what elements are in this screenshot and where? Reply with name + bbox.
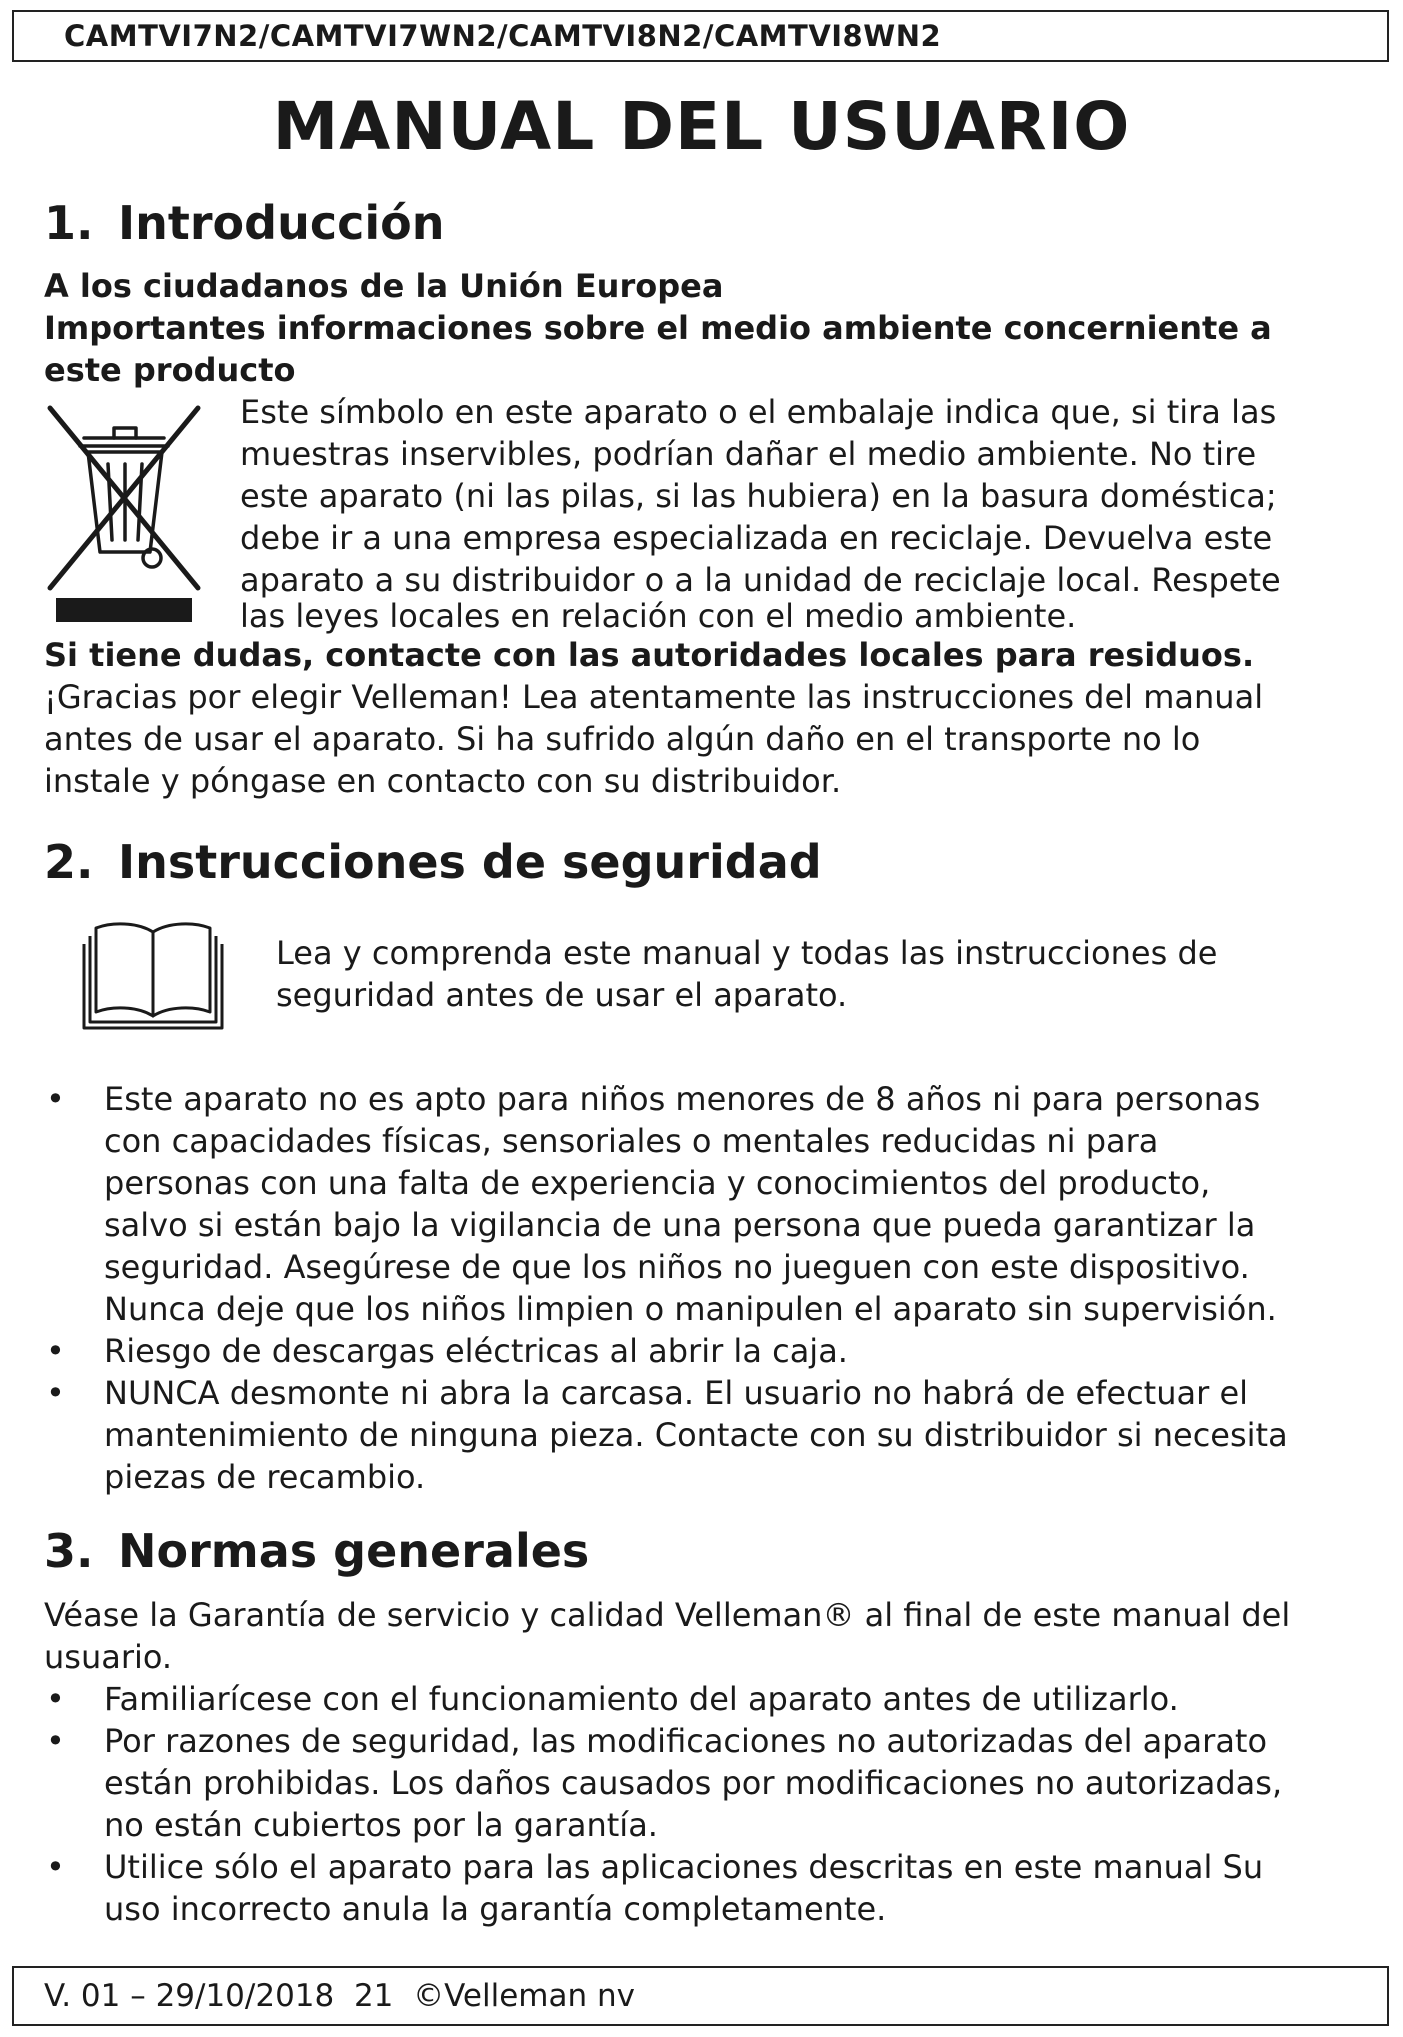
list-item	[44, 1330, 1288, 1372]
bullet-icon: •	[46, 1722, 65, 1760]
text-line: este aparato (ni las pilas, si las hubiera) en la basura doméstica;	[240, 477, 1277, 515]
text-line: salvo si están bajo la vigilancia de una persona que pueda garantizar la	[104, 1206, 1256, 1244]
list-item	[44, 1720, 1282, 1846]
section-number: 3.	[44, 1524, 94, 1578]
text-line: aparato a su distribuidor o a la unidad de reciclaje local. Respete	[240, 561, 1281, 599]
section-title: Introducción	[118, 196, 445, 250]
text-line: muestras inservibles, podrían dañar el medio ambiente. No tire	[240, 435, 1257, 473]
section-heading-seguridad	[44, 835, 822, 889]
text-line: NUNCA desmonte ni abra la carcasa. El usuario no habrá de efectuar el	[104, 1374, 1249, 1412]
text-line: debe ir a una empresa especializada en reciclaje. Devuelva este	[240, 519, 1273, 557]
text-line: Nunca deje que los niños limpien o manipulen el aparato sin supervisión.	[104, 1290, 1277, 1328]
section-heading-normas	[44, 1524, 589, 1578]
thanks-paragraph	[44, 676, 1263, 802]
read-manual-book-icon	[82, 918, 224, 1030]
text-line: están prohibidas. Los daños causados por modificaciones no autorizadas,	[104, 1764, 1283, 1802]
list-item	[44, 1678, 1282, 1720]
text-line: seguridad antes de usar el aparato.	[276, 976, 848, 1014]
text-line: personas con una falta de experiencia y conocimientos del producto,	[104, 1164, 1211, 1202]
general-bullet-list	[44, 1678, 1282, 1930]
document-title: MANUAL DEL USUARIO	[272, 88, 1131, 165]
read-manual-text	[276, 932, 1217, 1016]
weee-disposal-text	[240, 391, 1281, 637]
text-line: con capacidades físicas, sensoriales o mentales reducidas ni para	[104, 1122, 1159, 1160]
bullet-icon: •	[46, 1680, 65, 1718]
text-line: Véase la Garantía de servicio y calidad Velleman® al final de este manual del	[44, 1596, 1291, 1634]
section-number: 1.	[44, 196, 94, 250]
text-line: A los ciudadanos de la Unión Europea	[44, 267, 724, 305]
text-line: Este aparato no es apto para niños menores de 8 años ni para personas	[104, 1080, 1261, 1118]
model-header	[12, 10, 1389, 62]
text-line: las leyes locales en relación con el medio ambiente.	[240, 597, 1077, 635]
text-line: mantenimiento de ninguna pieza. Contacte con su distribuidor si necesita	[104, 1416, 1288, 1454]
text-line: no están cubiertos por la garantía.	[104, 1806, 658, 1844]
section-number: 2.	[44, 835, 94, 889]
text-line: ¡Gracias por elegir Velleman! Lea atentamente las instrucciones del manual	[44, 678, 1264, 716]
list-item	[44, 1372, 1288, 1498]
section-heading-introduccion	[44, 196, 444, 250]
text-line: Este símbolo en este aparato o el embalaje indica que, si tira las	[240, 393, 1277, 431]
text-line: Utilice sólo el aparato para las aplicaciones descritas en este manual Su	[104, 1848, 1264, 1886]
model-numbers: CAMTVI7N2/CAMTVI7WN2/CAMTVI8N2/CAMTVI8WN2	[64, 19, 942, 53]
bullet-icon: •	[46, 1848, 65, 1886]
text-line: instale y póngase en contacto con su distribuidor.	[44, 762, 842, 800]
text-line: antes de usar el aparato. Si ha sufrido algún daño en el transporte no lo	[44, 720, 1201, 758]
page-footer	[12, 1966, 1389, 2026]
eu-subheading	[44, 265, 1272, 391]
list-item	[44, 1846, 1282, 1930]
bullet-icon: •	[46, 1374, 65, 1412]
text-line: usuario.	[44, 1638, 173, 1676]
safety-bullet-list	[44, 1078, 1288, 1498]
text-line: piezas de recambio.	[104, 1458, 426, 1496]
text-line: Lea y comprenda este manual y todas las instrucciones de	[276, 934, 1218, 972]
list-item	[44, 1078, 1288, 1330]
text-line: Por razones de seguridad, las modificaciones no autorizadas del aparato	[104, 1722, 1268, 1760]
doubts-notice: Si tiene dudas, contacte con las autoridades locales para residuos.	[44, 636, 1255, 674]
text-line: seguridad. Asegúrese de que los niños no jueguen con este dispositivo.	[104, 1248, 1250, 1286]
text-line: Familiarícese con el funcionamiento del aparato antes de utilizarlo.	[104, 1680, 1179, 1718]
text-line: este producto	[44, 351, 296, 389]
text-line: Importantes informaciones sobre el medio ambiente concerniente a	[44, 309, 1272, 347]
weee-crossed-bin-icon	[44, 402, 204, 624]
warranty-reference	[44, 1594, 1290, 1678]
bullet-icon: •	[46, 1080, 65, 1118]
footer-version-page: V. 01 – 29/10/2018 21 ©Velleman nv	[44, 1978, 635, 2014]
bullet-icon: •	[46, 1332, 65, 1370]
section-title: Instrucciones de seguridad	[118, 835, 822, 889]
text-line: Riesgo de descargas eléctricas al abrir la caja.	[104, 1332, 848, 1370]
text-line: uso incorrecto anula la garantía completamente.	[104, 1890, 887, 1928]
section-title: Normas generales	[118, 1524, 590, 1578]
